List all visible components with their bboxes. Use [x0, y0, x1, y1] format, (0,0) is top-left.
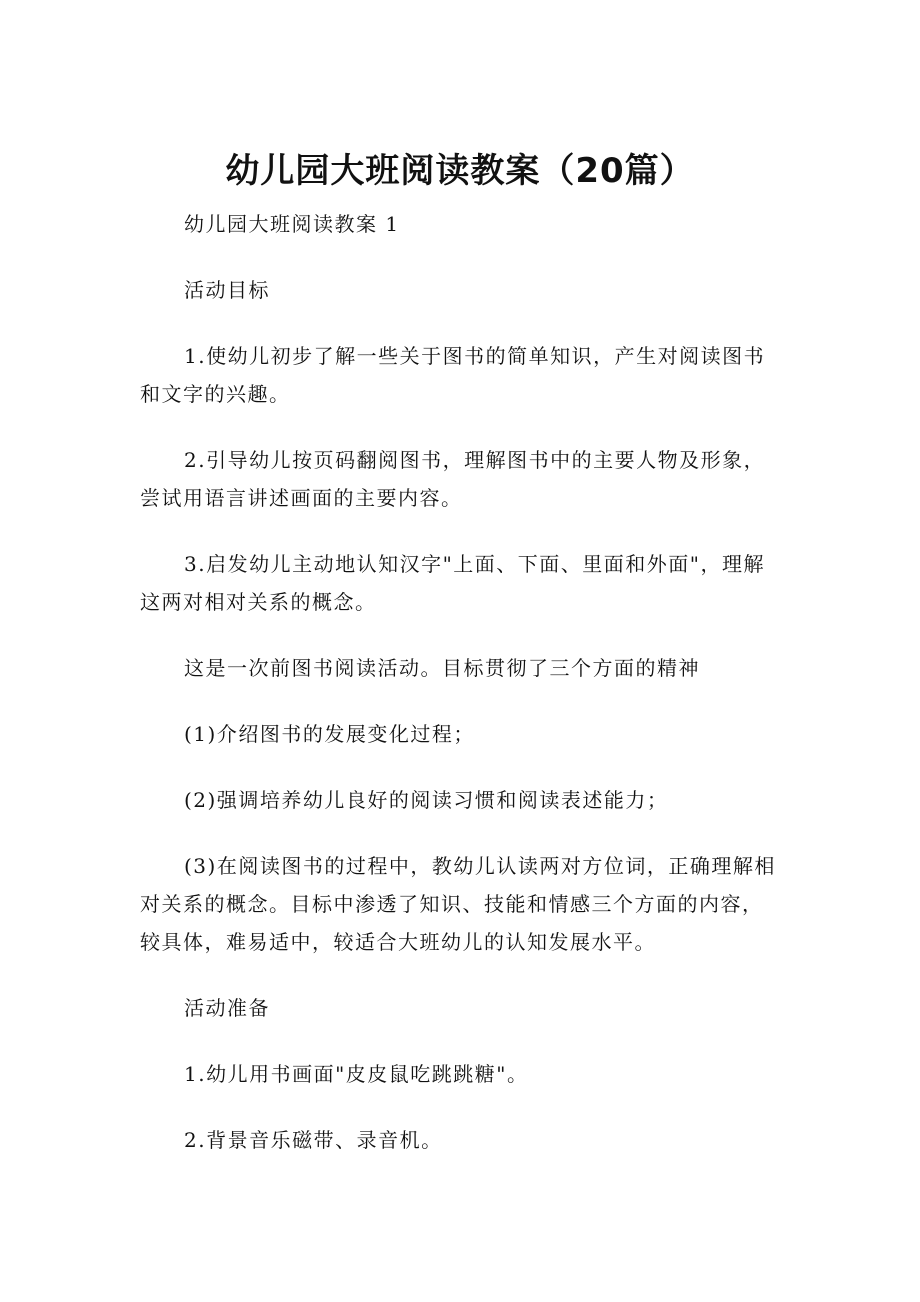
- goal-item-3: 3.启发幼儿主动地认知汉字"上面、下面、里面和外面"，理解这两对相对关系的概念。: [140, 552, 765, 614]
- section-heading-lesson-1: 幼儿园大班阅读教案 1: [184, 212, 400, 236]
- heading-activity-preparation: 活动准备: [184, 996, 270, 1020]
- summary-point-2: (2)强调培养幼儿良好的阅读习惯和阅读表述能力；: [184, 788, 669, 812]
- document-title: 幼儿园大班阅读教案（20篇）: [225, 151, 695, 191]
- preparation-item-2: 2.背景音乐磁带、录音机。: [184, 1128, 443, 1152]
- goal-item-1: 1.使幼儿初步了解一些关于图书的简单知识，产生对阅读图书和文字的兴趣。: [140, 344, 766, 406]
- summary-point-3: (3)在阅读图书的过程中，教幼儿认读两对方位词，正确理解相对关系的概念。目标中渗透了知识、技能和情感三个方面的内容，较具体，难易适中，较适合大班幼儿的认知发展水平。: [140, 854, 776, 954]
- document-body: [140, 205, 780, 1187]
- preparation-item-1: 1.幼儿用书画面"皮皮鼠吃跳跳糖"。: [184, 1062, 529, 1086]
- summary-point-1: (1)介绍图书的发展变化过程；: [184, 722, 475, 746]
- heading-activity-goals: 活动目标: [184, 278, 270, 302]
- goal-item-2: 2.引导幼儿按页码翻阅图书，理解图书中的主要人物及形象，尝试用语言讲述画面的主要内容。: [140, 448, 766, 510]
- goal-summary: 这是一次前图书阅读活动。目标贯彻了三个方面的精神: [184, 656, 700, 680]
